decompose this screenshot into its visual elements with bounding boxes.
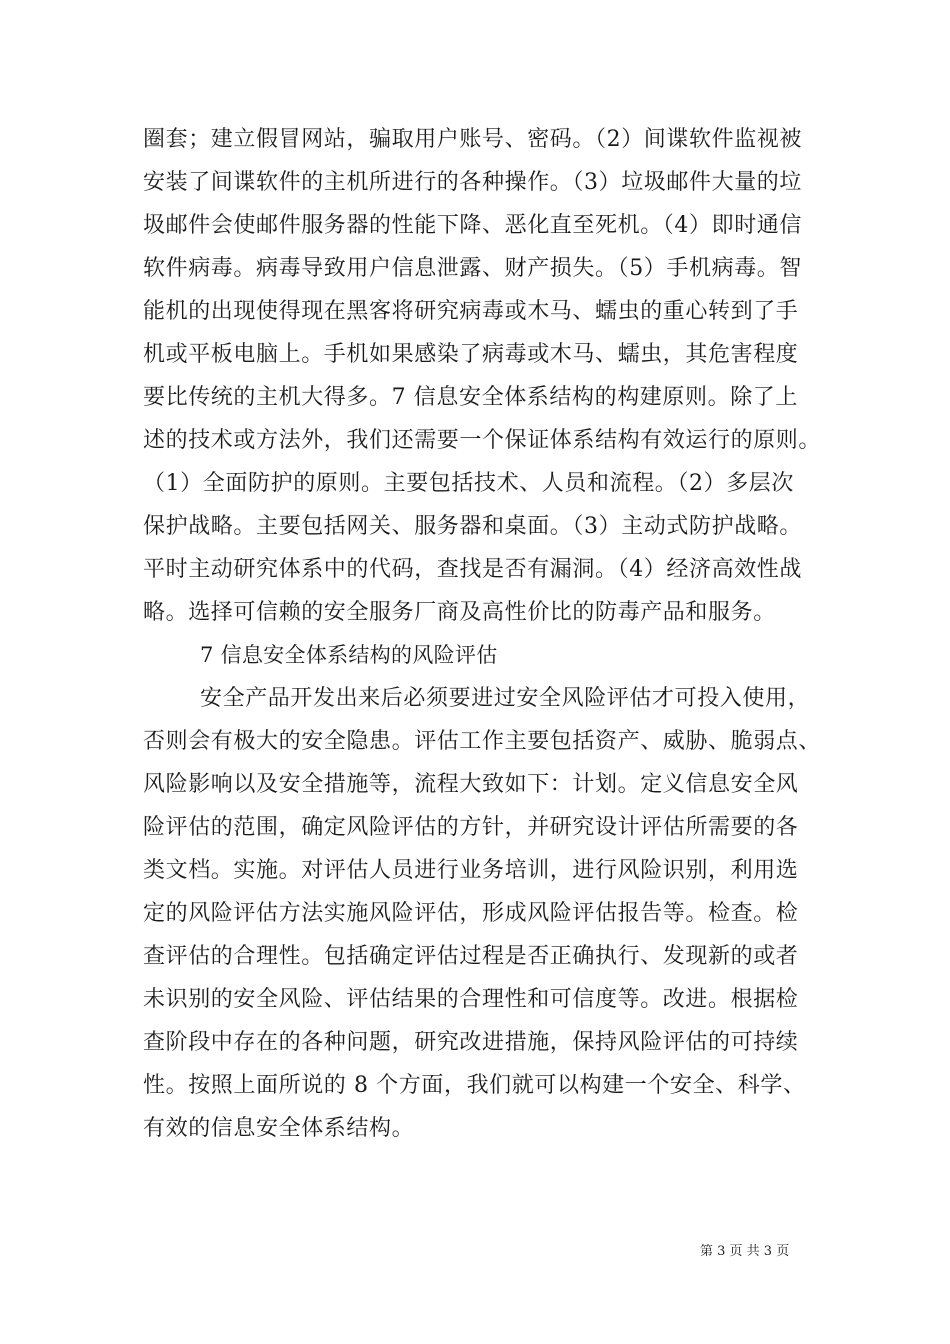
body-line: 险评估的范围，确定风险评估的方针，并研究设计评估所需要的各 <box>143 815 799 840</box>
body-line: 未识别的安全风险、评估结果的合理性和可信度等。改进。根据检 <box>143 987 799 1012</box>
paragraph-first-line: 安全产品开发出来后必须要进过安全风险评估才可投入使用， <box>200 686 811 711</box>
body-line: 圾邮件会使邮件服务器的性能下降、恶化直至死机。（4）即时通信 <box>143 213 802 238</box>
body-line: 述的技术或方法外，我们还需要一个保证体系结构有效运行的原则。 <box>143 428 822 453</box>
body-line: 平时主动研究体系中的代码，查找是否有漏洞。（4）经济高效性战 <box>143 557 802 582</box>
page-number-footer: 第 3 页 共 3 页 <box>700 1244 790 1259</box>
body-line: 定的风险评估方法实施风险评估，形成风险评估报告等。检查。检 <box>143 901 799 926</box>
body-line: 软件病毒。病毒导致用户信息泄露、财产损失。（5）手机病毒。智 <box>143 256 802 281</box>
body-line: 性。按照上面所说的 8 个方面，我们就可以构建一个安全、科学、 <box>143 1073 806 1098</box>
body-line: 保护战略。主要包括网关、服务器和桌面。（3）主动式防护战略。 <box>143 514 802 539</box>
document-body <box>143 118 823 1150</box>
body-line: 查评估的合理性。包括确定评估过程是否正确执行、发现新的或者 <box>143 944 799 969</box>
body-line: 否则会有极大的安全隐患。评估工作主要包括资产、威胁、脆弱点、 <box>143 729 822 754</box>
body-line: 圈套；建立假冒网站，骗取用户账号、密码。（2）间谍软件监视被 <box>143 127 802 152</box>
body-line: 类文档。实施。对评估人员进行业务培训，进行风险识别，利用选 <box>143 858 799 883</box>
body-line: 安装了间谍软件的主机所进行的各种操作。（3）垃圾邮件大量的垃 <box>143 170 802 195</box>
body-line: 有效的信息安全体系结构。 <box>143 1116 415 1141</box>
body-line: 能机的出现使得现在黑客将研究病毒或木马、蠕虫的重心转到了手 <box>143 299 799 324</box>
body-line: 机或平板电脑上。手机如果感染了病毒或木马、蠕虫，其危害程度 <box>143 342 799 367</box>
body-line: 风险影响以及安全措施等，流程大致如下：计划。定义信息安全风 <box>143 772 799 797</box>
section-heading: 7 信息安全体系结构的风险评估 <box>200 643 498 667</box>
body-line: 略。选择可信赖的安全服务厂商及高性价比的防毒产品和服务。 <box>143 600 776 625</box>
body-line: 查阶段中存在的各种问题，研究改进措施，保持风险评估的可持续 <box>143 1030 799 1055</box>
body-line: （1）全面防护的原则。主要包括技术、人员和流程。（2）多层次 <box>143 471 794 496</box>
body-line: 要比传统的主机大得多。7 信息安全体系结构的构建原则。除了上 <box>143 385 798 410</box>
